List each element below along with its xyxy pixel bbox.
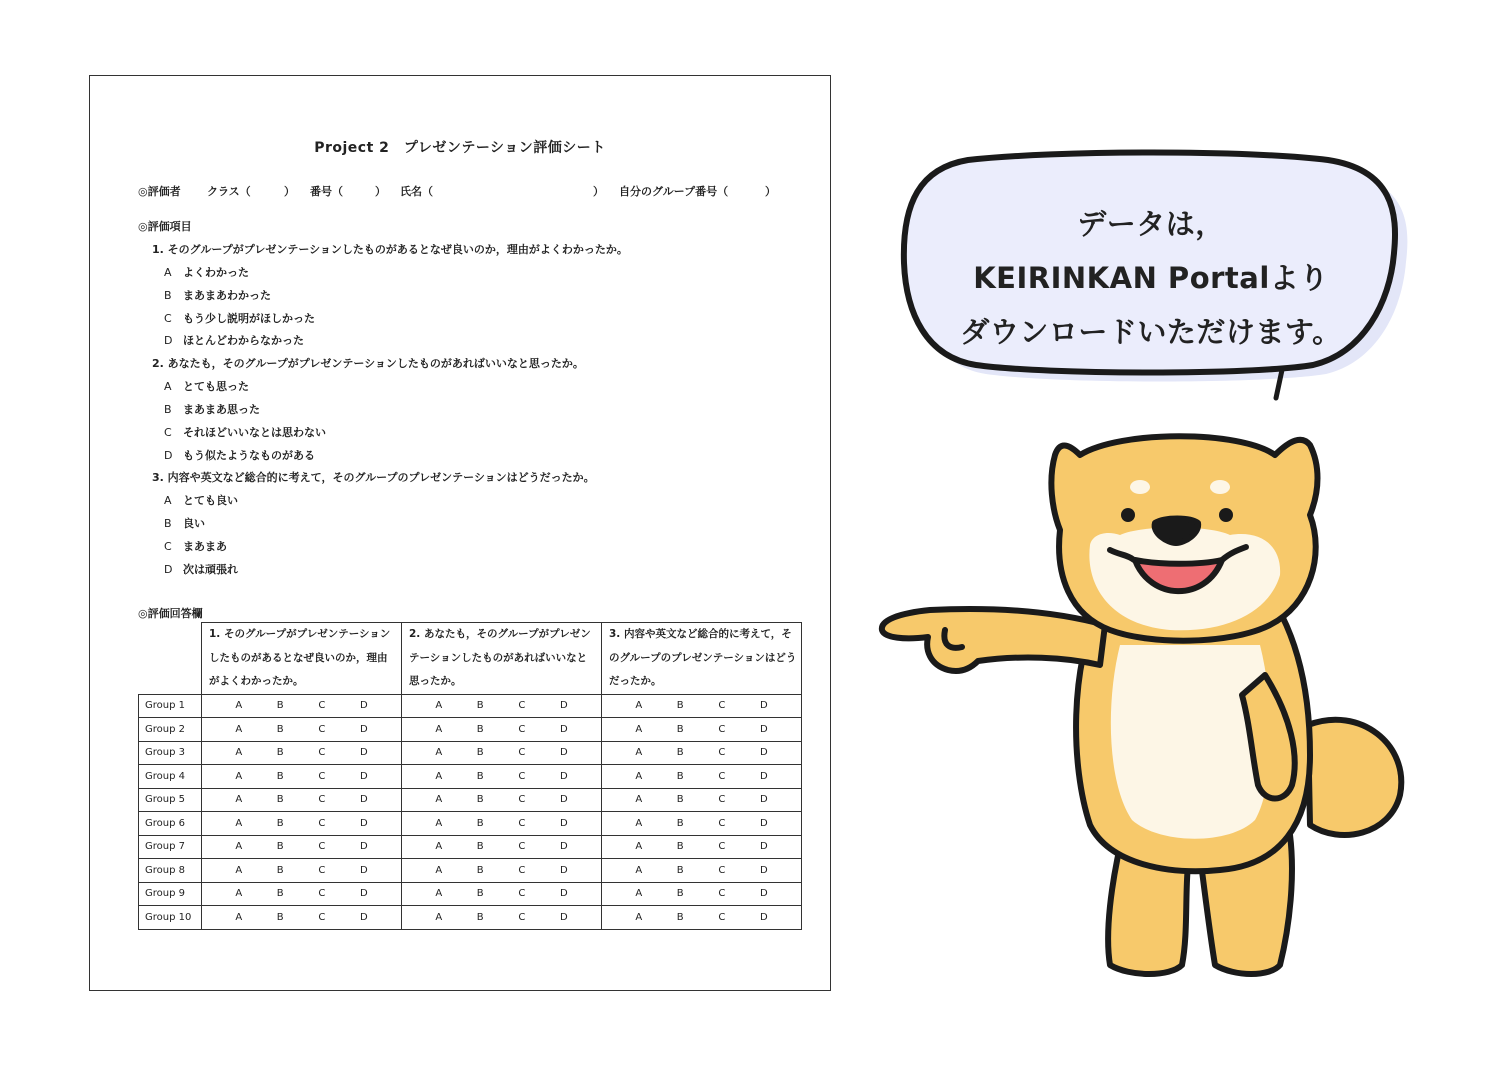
choice-d[interactable]: D [559, 770, 568, 782]
choice-b[interactable]: B [476, 817, 484, 829]
answer-cell[interactable] [202, 741, 402, 765]
answer-choices [202, 888, 401, 899]
choice-a[interactable]: A [435, 888, 443, 900]
choice-c[interactable]: C [318, 794, 326, 806]
choice-d[interactable]: D [559, 700, 568, 712]
choice-a[interactable]: A [635, 723, 643, 735]
choice-a[interactable]: A [235, 723, 243, 735]
choice-d[interactable]: D [559, 888, 568, 900]
choice-a[interactable]: A [235, 700, 243, 712]
choice-b[interactable]: B [276, 888, 284, 900]
q2-option-c: C それほどいいなとは思わない [164, 426, 326, 439]
choice-c[interactable]: C [518, 817, 526, 829]
answer-cell[interactable] [202, 882, 402, 906]
choice-b[interactable]: B [476, 747, 484, 759]
answer-choices [202, 912, 401, 923]
name-open: 氏名（ [400, 185, 433, 198]
choice-a[interactable]: A [435, 770, 443, 782]
table-header-q2: 2. あなたも，そのグループがプレゼンテーションしたものがあればいいなと思ったか。 [402, 623, 602, 695]
table-row [139, 882, 802, 906]
answer-choices [202, 771, 401, 782]
q2-option-a: A とても思った [164, 380, 249, 393]
dog-nose [1155, 519, 1199, 544]
choice-b[interactable]: B [676, 841, 684, 853]
answer-cell[interactable] [602, 835, 802, 859]
choice-b[interactable]: B [276, 817, 284, 829]
choice-a[interactable]: A [635, 864, 643, 876]
answer-choices [202, 841, 401, 852]
group-label: Group 3 [139, 741, 202, 765]
choice-c[interactable]: C [518, 770, 526, 782]
answer-cell[interactable] [402, 906, 602, 930]
bubble-line-1: データは， [1077, 207, 1225, 241]
answer-cell[interactable] [202, 788, 402, 812]
group-label: Group 7 [139, 835, 202, 859]
choice-c[interactable]: C [518, 888, 526, 900]
choice-a[interactable]: A [635, 770, 643, 782]
answer-choices [202, 794, 401, 805]
q3-option-a: A とても良い [164, 494, 238, 507]
answer-choices [402, 841, 601, 852]
answer-cell[interactable] [402, 812, 602, 836]
question-3: 3. 内容や英文など総合的に考えて，そのグループのプレゼンテーションはどうだったか。 [152, 471, 595, 484]
class-open: クラス（ [207, 185, 251, 198]
table-row [139, 812, 802, 836]
choice-d[interactable]: D [359, 864, 368, 876]
choice-d[interactable]: D [359, 770, 368, 782]
choice-d[interactable]: D [759, 888, 768, 900]
answer-cell[interactable] [402, 765, 602, 789]
answer-cell[interactable] [202, 859, 402, 883]
choice-a[interactable]: A [635, 888, 643, 900]
answer-choices [402, 912, 601, 923]
choice-d[interactable]: D [759, 700, 768, 712]
answer-cell[interactable] [202, 906, 402, 930]
q2-option-b: B まあまあ思った [164, 403, 260, 416]
choice-d[interactable]: D [759, 841, 768, 853]
answer-choices [602, 865, 801, 876]
choice-c[interactable]: C [718, 911, 726, 923]
choice-a[interactable]: A [235, 864, 243, 876]
answer-cell[interactable] [402, 788, 602, 812]
choice-c[interactable]: C [518, 747, 526, 759]
choice-d[interactable]: D [359, 794, 368, 806]
choice-a[interactable]: A [235, 817, 243, 829]
group-label: Group 8 [139, 859, 202, 883]
choice-a[interactable]: A [435, 747, 443, 759]
dog-left-eye [1121, 508, 1135, 522]
choice-a[interactable]: A [435, 817, 443, 829]
choice-b[interactable]: B [676, 794, 684, 806]
answer-choices [402, 724, 601, 735]
choice-a[interactable]: A [435, 723, 443, 735]
choice-d[interactable]: D [759, 911, 768, 923]
choice-c[interactable]: C [518, 700, 526, 712]
answer-table [138, 622, 802, 930]
choice-c[interactable]: C [318, 747, 326, 759]
choice-c[interactable]: C [718, 700, 726, 712]
choice-b[interactable]: B [276, 794, 284, 806]
answer-choices [602, 724, 801, 735]
answer-cell[interactable] [402, 694, 602, 718]
choice-b[interactable]: B [676, 700, 684, 712]
bubble-line-3: ダウンロードいただけます。 [960, 315, 1342, 349]
choice-c[interactable]: C [718, 817, 726, 829]
answer-choices [402, 771, 601, 782]
choice-d[interactable]: D [559, 747, 568, 759]
choice-b[interactable]: B [476, 700, 484, 712]
answer-cell[interactable] [402, 859, 602, 883]
group-label: Group 4 [139, 765, 202, 789]
number-open: 番号（ [310, 185, 343, 198]
choice-d[interactable]: D [559, 817, 568, 829]
answer-cell[interactable] [602, 694, 802, 718]
table-row [139, 835, 802, 859]
answer-cell[interactable] [602, 882, 802, 906]
answer-cell[interactable] [602, 906, 802, 930]
answer-cell[interactable] [602, 859, 802, 883]
table-header-q1: 1. そのグループがプレゼンテーションしたものがあるとなぜ良いのか，理由がよくわかったか。 [202, 623, 402, 695]
choice-d[interactable]: D [359, 700, 368, 712]
choice-a[interactable]: A [435, 794, 443, 806]
table-row [139, 765, 802, 789]
table-row [139, 741, 802, 765]
table-row [139, 788, 802, 812]
choice-a[interactable]: A [435, 864, 443, 876]
choice-d[interactable]: D [359, 841, 368, 853]
choice-b[interactable]: B [276, 911, 284, 923]
q3-option-d: D 次は頑張れ [164, 563, 238, 576]
choice-a[interactable]: A [635, 911, 643, 923]
choice-d[interactable]: D [359, 888, 368, 900]
evaluator-label: ◎評価者 [138, 185, 181, 198]
answer-cell[interactable] [602, 812, 802, 836]
choice-b[interactable]: B [676, 817, 684, 829]
q3-option-c: C まあまあ [164, 540, 227, 553]
choice-c[interactable]: C [518, 794, 526, 806]
choice-b[interactable]: B [276, 723, 284, 735]
answer-choices [602, 888, 801, 899]
answer-cell[interactable] [202, 718, 402, 742]
answer-choices [602, 747, 801, 758]
choice-d[interactable]: D [759, 723, 768, 735]
choice-a[interactable]: A [635, 747, 643, 759]
answer-choices [402, 818, 601, 829]
choice-c[interactable]: C [718, 747, 726, 759]
choice-c[interactable]: C [518, 911, 526, 923]
choice-d[interactable]: D [559, 794, 568, 806]
choice-d[interactable]: D [359, 817, 368, 829]
choice-a[interactable]: A [435, 841, 443, 853]
answer-cell[interactable] [202, 812, 402, 836]
choice-b[interactable]: B [676, 911, 684, 923]
choice-a[interactable]: A [235, 911, 243, 923]
answer-choices [402, 888, 601, 899]
evaluation-sheet [89, 75, 831, 991]
question-2: 2. あなたも，そのグループがプレゼンテーションしたものがあればいいなと思ったか。 [152, 357, 584, 370]
choice-b[interactable]: B [476, 841, 484, 853]
choice-c[interactable]: C [518, 723, 526, 735]
choice-b[interactable]: B [676, 888, 684, 900]
answer-choices [202, 700, 401, 711]
choice-c[interactable]: C [718, 841, 726, 853]
choice-d[interactable]: D [759, 770, 768, 782]
choice-a[interactable]: A [235, 770, 243, 782]
group-label: Group 6 [139, 812, 202, 836]
table-row [139, 694, 802, 718]
answer-choices [202, 865, 401, 876]
choice-b[interactable]: B [276, 700, 284, 712]
choice-b[interactable]: B [476, 794, 484, 806]
answer-cell[interactable] [402, 718, 602, 742]
answer-choices [602, 794, 801, 805]
choice-c[interactable]: C [318, 723, 326, 735]
choice-a[interactable]: A [235, 841, 243, 853]
choice-b[interactable]: B [676, 770, 684, 782]
choice-b[interactable]: B [276, 864, 284, 876]
choice-a[interactable]: A [235, 888, 243, 900]
choice-c[interactable]: C [318, 888, 326, 900]
dog-right-eye [1219, 508, 1233, 522]
group-close: ） [765, 185, 776, 198]
choice-b[interactable]: B [476, 723, 484, 735]
choice-d[interactable]: D [759, 747, 768, 759]
answer-cell[interactable] [602, 718, 802, 742]
speech-bubble [898, 148, 1408, 408]
choice-d[interactable]: D [759, 817, 768, 829]
choice-d[interactable]: D [559, 864, 568, 876]
choice-d[interactable]: D [759, 864, 768, 876]
q1-option-d: D ほとんどわからなかった [164, 334, 304, 347]
choice-d[interactable]: D [559, 723, 568, 735]
answer-choices [602, 700, 801, 711]
choice-c[interactable]: C [718, 770, 726, 782]
answer-heading: ◎評価回答欄 [138, 607, 203, 620]
number-close: ） [375, 185, 386, 198]
answer-choices [402, 865, 601, 876]
q1-option-c: C もう少し説明がほしかった [164, 312, 315, 325]
choice-d[interactable]: D [359, 747, 368, 759]
choice-b[interactable]: B [476, 888, 484, 900]
choice-a[interactable]: A [235, 747, 243, 759]
criteria-heading: ◎評価項目 [138, 220, 192, 233]
choice-b[interactable]: B [476, 911, 484, 923]
choice-c[interactable]: C [718, 794, 726, 806]
table-corner [139, 623, 202, 695]
answer-cell[interactable] [202, 835, 402, 859]
group-label: Group 5 [139, 788, 202, 812]
choice-c[interactable]: C [318, 911, 326, 923]
answer-cell[interactable] [602, 765, 802, 789]
answer-cell[interactable] [602, 741, 802, 765]
group-label: Group 2 [139, 718, 202, 742]
choice-a[interactable]: A [435, 911, 443, 923]
choice-d[interactable]: D [759, 794, 768, 806]
table-row [139, 718, 802, 742]
answer-choices [202, 724, 401, 735]
answer-rows [139, 694, 802, 929]
name-close: ） [593, 185, 604, 198]
choice-c[interactable]: C [318, 817, 326, 829]
answer-cell[interactable] [602, 788, 802, 812]
choice-c[interactable]: C [318, 770, 326, 782]
class-close: ） [284, 185, 295, 198]
choice-c[interactable]: C [318, 841, 326, 853]
table-row [139, 859, 802, 883]
answer-choices [202, 747, 401, 758]
q2-option-d: D もう似たようなものがある [164, 449, 315, 462]
choice-c[interactable]: C [318, 864, 326, 876]
choice-c[interactable]: C [518, 841, 526, 853]
dog-pointing-arm [882, 609, 1105, 671]
group-label: Group 9 [139, 882, 202, 906]
shiba-dog-illustration [870, 425, 1430, 985]
choice-c[interactable]: C [718, 723, 726, 735]
question-1: 1. そのグループがプレゼンテーションしたものがあるとなぜ良いのか，理由がよくわかったか。 [152, 243, 628, 256]
choice-a[interactable]: A [635, 794, 643, 806]
answer-cell[interactable] [202, 765, 402, 789]
choice-d[interactable]: D [359, 723, 368, 735]
choice-a[interactable]: A [435, 700, 443, 712]
group-label: Group 10 [139, 906, 202, 930]
choice-b[interactable]: B [276, 747, 284, 759]
group-open: 自分のグループ番号（ [619, 185, 729, 198]
sheet-title: Project 2 プレゼンテーション評価シート [314, 140, 606, 156]
q1-option-b: B まあまあわかった [164, 289, 271, 302]
answer-choices [602, 841, 801, 852]
choice-c[interactable]: C [718, 864, 726, 876]
answer-choices [402, 794, 601, 805]
choice-b[interactable]: B [276, 841, 284, 853]
answer-cell[interactable] [402, 835, 602, 859]
dog-tail [1308, 720, 1401, 835]
choice-b[interactable]: B [476, 770, 484, 782]
choice-b[interactable]: B [276, 770, 284, 782]
choice-a[interactable]: A [235, 794, 243, 806]
answer-choices [602, 771, 801, 782]
answer-choices [402, 700, 601, 711]
choice-a[interactable]: A [635, 817, 643, 829]
table-header-q3: 3. 内容や英文など総合的に考えて，そのグループのプレゼンテーションはどうだったか。 [602, 623, 802, 695]
choice-c[interactable]: C [318, 700, 326, 712]
table-row [139, 906, 802, 930]
choice-b[interactable]: B [676, 864, 684, 876]
choice-a[interactable]: A [635, 700, 643, 712]
q3-option-b: B 良い [164, 517, 205, 530]
answer-cell[interactable] [402, 882, 602, 906]
dog-belly [1111, 645, 1271, 839]
choice-d[interactable]: D [559, 911, 568, 923]
choice-d[interactable]: D [359, 911, 368, 923]
answer-choices [602, 818, 801, 829]
choice-a[interactable]: A [635, 841, 643, 853]
answer-choices [202, 818, 401, 829]
q1-option-a: A よくわかった [164, 266, 249, 279]
choice-b[interactable]: B [476, 864, 484, 876]
choice-b[interactable]: B [676, 723, 684, 735]
choice-d[interactable]: D [559, 841, 568, 853]
answer-choices [402, 747, 601, 758]
choice-c[interactable]: C [518, 864, 526, 876]
answer-choices [602, 912, 801, 923]
bubble-message [916, 197, 1386, 359]
bubble-line-2: KEIRINKAN Portalより [973, 261, 1329, 295]
answer-cell[interactable] [202, 694, 402, 718]
group-label: Group 1 [139, 694, 202, 718]
answer-cell[interactable] [402, 741, 602, 765]
choice-c[interactable]: C [718, 888, 726, 900]
choice-b[interactable]: B [676, 747, 684, 759]
